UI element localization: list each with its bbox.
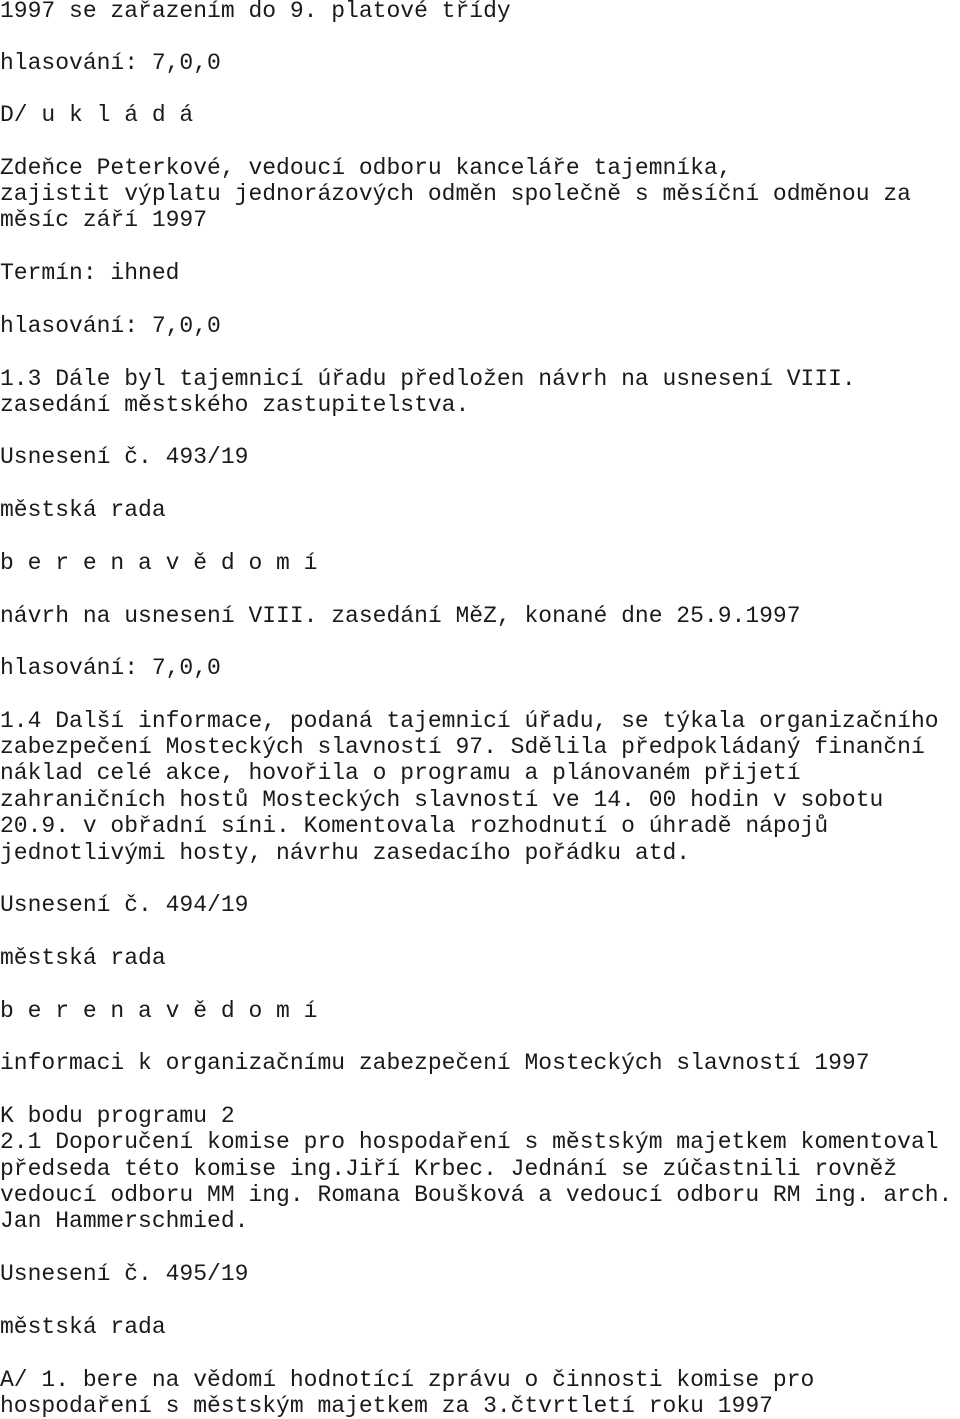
text-line: Zdeňce Peterkové, vedoucí odboru kanceláře tajemníka, xyxy=(0,155,732,181)
resolution-verb: D/ u k l á d á xyxy=(0,102,194,128)
text-line: zasedání městského zastupitelstva. xyxy=(0,392,470,418)
text-line: předseda této komise ing.Jiří Krbec. Jednání se zúčastnili rovněž xyxy=(0,1156,898,1182)
section-heading: 1.4 Další informace, podaná tajemnicí úřadu, se týkala organizačního xyxy=(0,708,939,734)
text-line: informaci k organizačnímu zabezpečení Mosteckých slavností 1997 xyxy=(0,1050,870,1076)
section-heading: 1.3 Dále byl tajemnicí úřadu předložen návrh na usnesení VIII. xyxy=(0,366,856,392)
section-heading: 2.1 Doporučení komise pro hospodaření s městským majetkem komentoval xyxy=(0,1129,939,1155)
text-line: měsíc září 1997 xyxy=(0,207,208,233)
text-line: náklad celé akce, hovořila o programu a plánovaném přijetí xyxy=(0,760,801,786)
vote-line: hlasování: 7,0,0 xyxy=(0,655,221,681)
text-line: hospodaření s městským majetkem za 3.čtvrtletí roku 1997 xyxy=(0,1393,773,1419)
resolution-verb: b e r e n a v ě d o m í xyxy=(0,998,318,1024)
body-name: městská rada xyxy=(0,945,166,971)
vote-line: hlasování: 7,0,0 xyxy=(0,313,221,339)
text-line: zahraničních hostů Mosteckých slavností ve 14. 00 hodin v sobotu xyxy=(0,787,884,813)
resolution-verb: b e r e n a v ě d o m í xyxy=(0,550,318,576)
resolution-number: Usnesení č. 494/19 xyxy=(0,892,249,918)
body-name: městská rada xyxy=(0,1314,166,1340)
text-line: jednotlivými hosty, návrhu zasedacího pořádku atd. xyxy=(0,840,691,866)
text-line: A/ 1. bere na vědomí hodnotící zprávu o činnosti komise pro xyxy=(0,1367,815,1393)
body-name: městská rada xyxy=(0,497,166,523)
text-line: 20.9. v obřadní síni. Komentovala rozhodnutí o úhradě nápojů xyxy=(0,813,829,839)
text-line: Jan Hammerschmied. xyxy=(0,1208,249,1234)
text-line: návrh na usnesení VIII. zasedání MěZ, konané dne 25.9.1997 xyxy=(0,603,801,629)
section-heading: K bodu programu 2 xyxy=(0,1103,235,1129)
resolution-number: Usnesení č. 495/19 xyxy=(0,1261,249,1287)
text-line: zabezpečení Mosteckých slavností 97. Sdělila předpokládaný finanční xyxy=(0,734,925,760)
vote-line: hlasování: 7,0,0 xyxy=(0,50,221,76)
deadline-line: Termín: ihned xyxy=(0,260,180,286)
text-line: vedoucí odboru MM ing. Romana Boušková a vedoucí odboru RM ing. arch. xyxy=(0,1182,953,1208)
text-line: zajistit výplatu jednorázových odměn společně s měsíční odměnou za xyxy=(0,181,911,207)
text-line: 1997 se zařazením do 9. platové třídy xyxy=(0,0,511,24)
resolution-number: Usnesení č. 493/19 xyxy=(0,444,249,470)
